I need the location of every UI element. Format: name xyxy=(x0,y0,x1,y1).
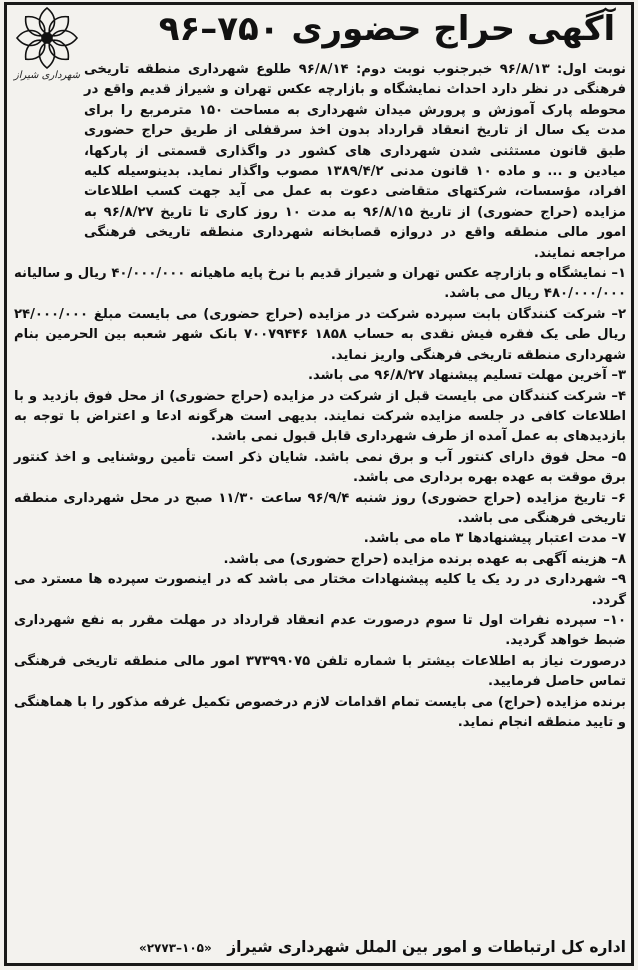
ad-footer xyxy=(14,934,626,960)
footer-organization: اداره کل ارتباطات و امور بین الملل شهرداری شیراز xyxy=(227,938,626,956)
ad-item: ۹– شهرداری در رد یک یا کلیه پیشنهادات مختار می باشد که در اینصورت سپرده ها مسترد می گردد. xyxy=(14,572,626,608)
ad-item: ۱۰– سپرده نفرات اول تا سوم درصورت عدم انعقاد قرارداد در مهلت مقرر به نفع شهرداری ضبط خواهد گردید. xyxy=(14,612,626,649)
ad-item: ۲– شرکت کنندگان بابت سپرده شرکت در مزایده (حراج حضوری) می بایست مبلغ ۲۴/۰۰۰/۰۰۰ ریال طی یک فقره فیش نقدی به حساب ۱۸۵۸ ۷۰۰۷۹۴۴۶ بانک شهر شعبه بین الحرمین بنام شهرداری منطقه تاریخی فرهنگی واریز نماید. xyxy=(14,306,627,363)
ad-contact: درصورت نیاز به اطلاعات بیشتر با شماره تلفن ۳۷۳۹۹۰۷۵ امور مالی منطقه تاریخی فرهنگی تماس حاصل فرمایید. xyxy=(14,653,627,690)
ad-item: ۳– آخرین مهلت تسلیم پیشنهاد ۹۶/۸/۲۷ می باشد. xyxy=(307,368,626,384)
ad-body xyxy=(14,60,626,733)
ad-item: ۸– هزینه آگهی به عهده برنده مزایده (حراج حضوری) می باشد. xyxy=(223,551,626,567)
logo-caption: شهرداری شیراز xyxy=(13,70,81,81)
ad-item: ۷– مدت اعتبار پیشنهادها ۳ ماه می باشد. xyxy=(363,531,626,547)
footer-code: «۱۰۵–۲۷۷۳» xyxy=(138,941,212,955)
ad-closing: برنده مزایده (حراج) می بایست تمام اقدامات لازم درخصوص تکمیل غرفه مذکور را با هماهنگی و تایید منطقه انجام نماید. xyxy=(14,694,626,730)
ad-item: ۶– تاریخ مزایده (حراج حضوری) روز شنبه ۹۶/۹/۴ ساعت ۱۱/۳۰ صبح در محل شهرداری منطقه تاریخی فرهنگی می باشد. xyxy=(14,490,626,526)
ad-item: ۵– محل فوق دارای کنتور آب و برق نمی باشد. شایان ذکر است تأمین روشنایی و اخذ کنتور برق موقت به عهده بهره برداری می باشد. xyxy=(14,449,626,486)
ad-intro: نوبت اول: ۹۶/۸/۱۳ خبرجنوب نوبت دوم: ۹۶/۸/۱۴ طلوع شهرداری منطقه تاریخی فرهنگی در نظر دارد احداث نمایشگاه و بازارچه عکس تهران و شیراز قدیم واقع در محوطه پارک آموزش و پرورش میدان شهرداری به مساحت ۱۵۰ مترمربع را برای مدت یک سال از تاریخ انعقاد قرارداد بدون اخذ سرقفلی از طریق حراج حضوری طبق قانون مستثنی شدن شهرداری های کشور در واگذاری قسمتی از پارکها، میادین و ... و ماده ۱۰ قانون مدنی ۱۳۸۹/۴/۲ مصوب واگذار نماید. بدینوسیله کلیه افراد، مؤسسات، شرکتهای متقاضی دعوت به عمل می آید جهت کسب اطلاعات مزایده (حراج حضوری) از تاریخ ۹۶/۸/۱۵ به مدت ۱۰ روز کاری تا تاریخ ۹۶/۸/۲۷ به امور مالی منطقه واقع در دروازه قصابخانه شهرداری منطقه تاریخی فرهنگی مراجعه نمایند. xyxy=(84,62,627,261)
ad-item: ۴– شرکت کنندگان می بایست قبل از شرکت در مزایده (حراج حضوری) از محل فوق بازدید و با اطلاعات کافی در جلسه مزایده شرکت نمایند. بدیهی است هرگونه ادعا و اعتراض با توجه به بازدیدهای به عمل آمده از طرف شهرداری قابل قبول نمی باشد. xyxy=(14,388,626,445)
ad-title: آگهی حراج حضوری ۷۵۰–۹۶ xyxy=(158,9,616,49)
ad-item: ۱– نمایشگاه و بازارچه عکس تهران و شیراز قدیم با نرخ پایه ماهیانه ۴۰/۰۰۰/۰۰۰ ریال و سالیانه ۴۸۰/۰۰۰/۰۰۰ ریال می باشد. xyxy=(14,266,626,302)
